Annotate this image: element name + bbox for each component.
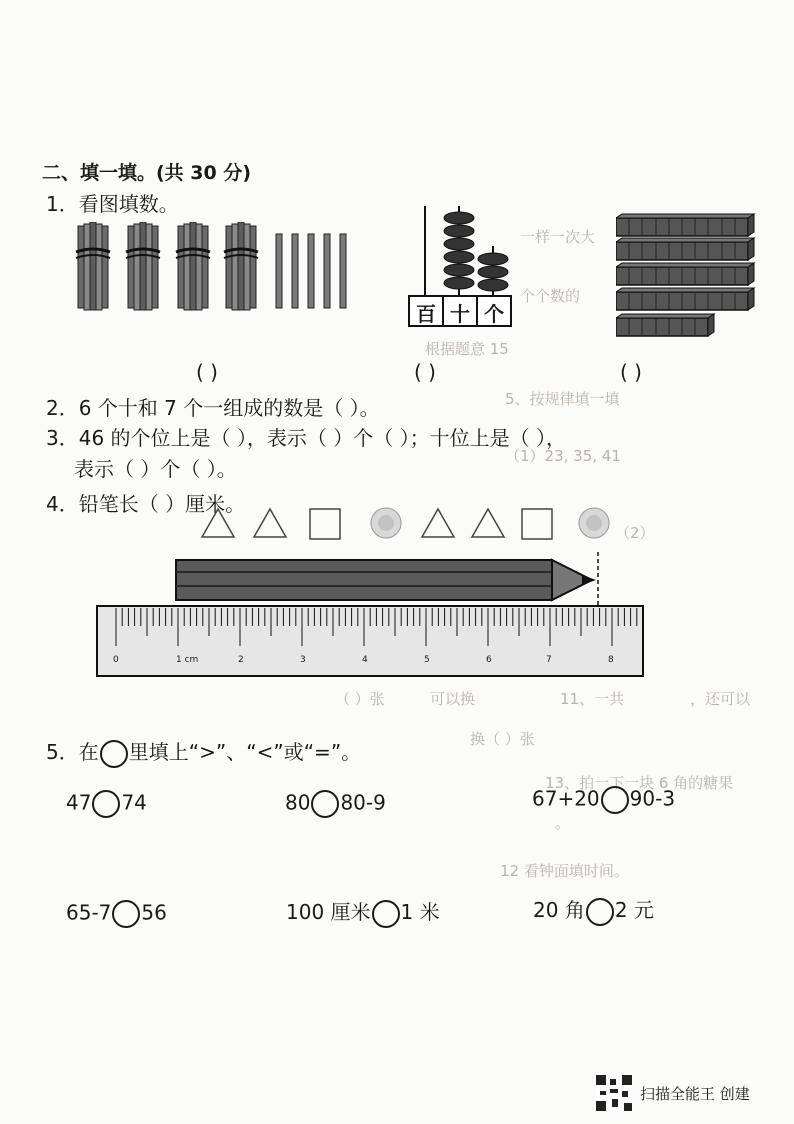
abacus-label-hundreds: 百 (416, 302, 436, 326)
compare-right: 56 (141, 900, 167, 925)
bleed-text-11: 换（ ）张 (470, 730, 535, 748)
abacus-label-ones: 个 (484, 302, 504, 326)
compare-item-6 (533, 894, 654, 926)
bleed-text-4: 5、按规律填一填 (505, 390, 620, 408)
shapes-row (196, 503, 616, 543)
q5-instruction (46, 736, 361, 768)
q4-text: 4．铅笔长（ ）厘米。 (46, 492, 246, 516)
compare-left: 65-7 (66, 900, 112, 925)
ruler-label-5: 5 (424, 655, 430, 665)
compare-left: 100 厘米 (286, 900, 371, 924)
q3-line-2: 表示（ ）个（ ）。 (74, 457, 237, 481)
q2-text: 2．6 个十和 7 个一组成的数是（ ）。 (46, 396, 380, 420)
bleed-text-12: 13、拍一下一块 6 角的糖果 (545, 774, 734, 792)
compare-item-3 (532, 786, 675, 814)
answer-circle[interactable] (372, 900, 400, 928)
compare-item-4 (66, 900, 167, 928)
bleed-text-9: 可以换 (430, 690, 476, 708)
q5-prefix: 5．在 (46, 740, 99, 764)
q5-suffix: 里填上“>”、“<”或“=”。 (128, 740, 362, 764)
compare-right: 90-3 (629, 786, 676, 811)
compare-right: 74 (121, 790, 147, 815)
q1-blank-3[interactable]: ( ) (620, 360, 642, 384)
pencil (172, 552, 612, 608)
bleed-text-8: （ ）张 (335, 690, 385, 708)
q1-blank-2[interactable]: ( ) (414, 360, 436, 384)
ruler-label-4: 4 (362, 655, 368, 665)
bleed-text-13: 。 (555, 814, 571, 832)
compare-item-2 (285, 790, 386, 818)
bleed-text-5: （1）23, 35, 41 (505, 447, 621, 465)
ruler-label-0: 0 (113, 655, 119, 665)
ruler-label-8: 8 (608, 655, 614, 665)
footer-brand: 扫描全能王 创建 (640, 1085, 750, 1103)
ruler-label-6: 6 (486, 655, 492, 665)
ruler (96, 604, 646, 678)
compare-right: 2 元 (614, 898, 654, 922)
bleed-text-14: 12 看钟面填时间。 (500, 862, 629, 880)
q1-label: 1．看图填数。 (46, 192, 179, 216)
q3-line-1: 3．46 的个位上是（ ），表示（ ）个（ ）；十位上是（ ）， (46, 426, 566, 450)
tens-blocks (616, 212, 756, 340)
stick-bundles (70, 222, 360, 314)
answer-circle[interactable] (586, 898, 614, 926)
bleed-text-10: ，还可以 (690, 690, 751, 708)
compare-left: 47 (66, 790, 92, 815)
bleed-text-2: 个个数的 (520, 287, 581, 305)
compare-item-1 (66, 790, 147, 818)
answer-circle[interactable] (601, 786, 629, 814)
abacus-label-tens: 十 (450, 302, 470, 326)
bleed-text-1: 一样一次大 (520, 228, 596, 246)
compare-right: 1 米 (400, 900, 440, 924)
ruler-label-1: 1 cm (176, 655, 199, 665)
qr-code-icon (596, 1075, 632, 1111)
bleed-text-6: （2） (615, 524, 655, 542)
compare-left: 67+20 (532, 786, 600, 811)
circle-sample (100, 740, 128, 768)
bleed-text-7: 11、一共 (560, 690, 625, 708)
answer-circle[interactable] (112, 900, 140, 928)
compare-left: 20 角 (533, 898, 585, 922)
bleed-text-3: 根据题意 15 (425, 340, 509, 358)
compare-left: 80 (285, 790, 311, 815)
compare-item-5 (286, 896, 440, 928)
answer-circle[interactable] (92, 790, 120, 818)
compare-right: 80-9 (340, 790, 386, 815)
ruler-label-3: 3 (300, 655, 306, 665)
section-title: 二、填一填。(共 30 分) (42, 162, 252, 184)
ruler-label-2: 2 (238, 655, 244, 665)
q1-blank-1[interactable]: ( ) (196, 360, 218, 384)
ruler-label-7: 7 (546, 655, 552, 665)
answer-circle[interactable] (311, 790, 339, 818)
